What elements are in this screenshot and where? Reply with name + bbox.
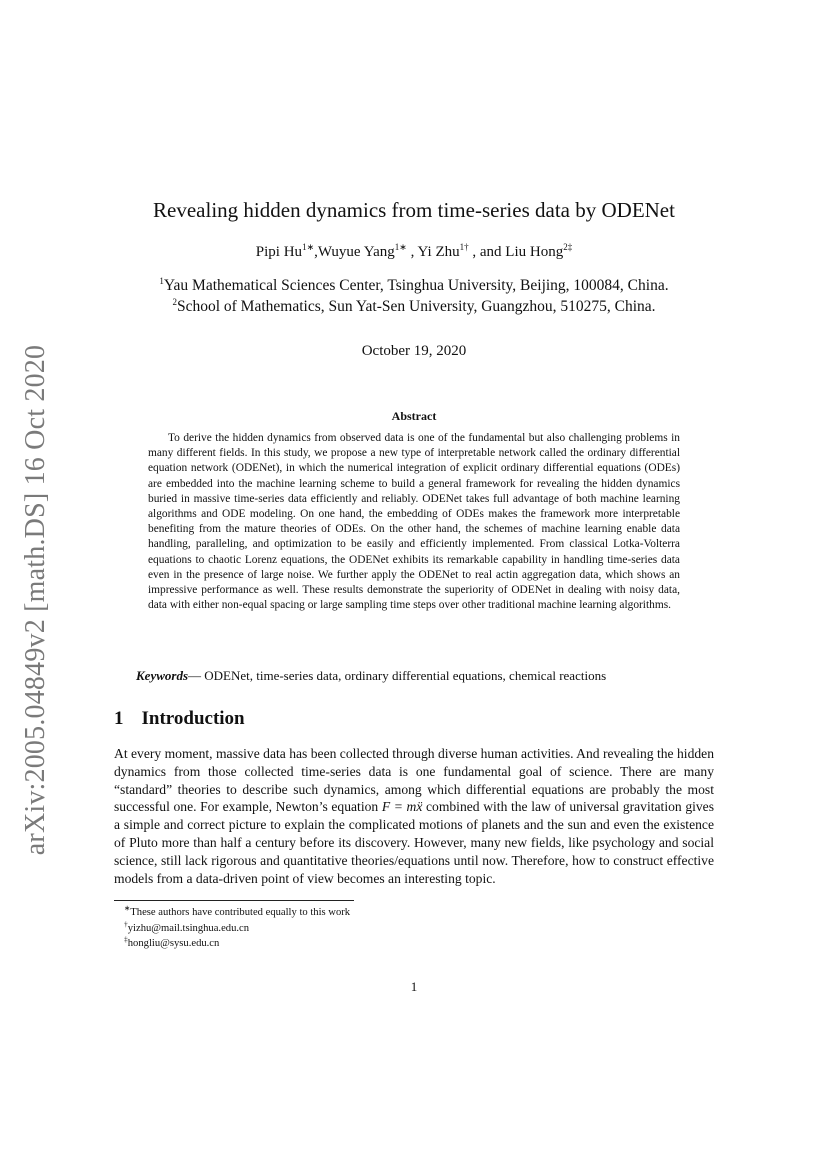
keywords-line [136,668,716,684]
affiliation-mark: 2 [172,296,177,307]
affiliation-2 [0,298,828,316]
footnote-text: These authors have contributed equally to this work [130,907,351,918]
intro-text-part2: combined with the law of universal gravitation gives a simple and correct picture to explain the complicated motions of planets and the sun and even the existence of Pluto more than half a century before its discovery. However, many new fields, like psychology and social science, still lack rigorous and quantitative theories/equations until now. Therefore, how to construct effective models from a data-driven point of view becomes an interesting topic. [114,799,715,886]
footnote-item [124,905,350,921]
intro-paragraph [114,745,714,887]
section-heading [114,708,245,730]
page-number: 1 [410,979,418,994]
newton-equation: F = mẍ [381,799,423,815]
footnote-item [124,918,350,937]
author-list: Pipi $Hu^{1∗},Wuyue$ Yang$^{1∗}$ , Yi Zhu$^{1\dagger}$ , and Liu Hong$^{2\ddagger}$ [255,242,573,260]
author-mark: 1∗ [302,242,315,252]
footnote-mark: ‡ [124,934,128,944]
author-mark: 1∗ [394,242,407,252]
section-number: 1 [114,708,124,729]
abstract-text: To derive the hidden dynamics from observed data is one of the fundamental but also challenging problems in many different fields. In this study, we propose a new type of interpretable network called the ordinary differential equation network (ODENet), in which the numerical integration of explicit ordinary differential equations (ODEs) are embedded into the machine learning scheme to build a general framework for revealing the hidden dynamics buried in massive time-series data efficiently and reliably. ODENet takes full advantage of both machine learning algorithms and ODE modeling. On one hand, the embedding of ODEs makes the framework more interpretable benefiting from the mature theories of ODEs. On the other hand, the schemes of machine learning enable data handling, paralleling, and optimization to be easily and efficiently implemented. From classical Lotka-Volterra equations to chaotic Lorenz equations, the ODENet exhibits its remarkable capability in handling time-series data even in the presence of large noise. We further apply the ODENet to real actin aggregation data, which shows an impressive performance as well. These results demonstrate the superiority of ODENet in dealing with noisy data, data with either non-equal spacing or large sampling time steps over other traditional machine learning algorithms. [148,432,680,612]
author-name: Yi Zhu [417,244,460,260]
section-title: Introduction [141,708,245,729]
abstract-heading: Abstract [391,409,437,423]
paper-title: Revealing hidden dynamics from time-series data by ODENet [153,198,675,222]
arxiv-side-stamp: arXiv:2005.04849v2 [math.DS] 16 Oct 2020 [20,344,51,856]
author-mark: 2‡ [563,242,573,252]
paper-date: October 19, 2020 [361,343,467,359]
footnote-email: hongliu@sysu.edu.cn [127,938,220,949]
affiliation-mark: 1 [159,275,164,286]
footnote-divider [114,900,354,901]
affiliation-text: School of Mathematics, Sun Yat-Sen University, Guangzhou, 510275, China. [176,298,656,315]
author-mark: 1† [459,242,469,252]
keywords-text: — ODENet, time-series data, ordinary differential equations, chemical reactions [188,668,607,683]
author-name: Liu Hong [505,244,564,260]
footnotes [124,905,350,952]
affiliation-text: Yau Mathematical Sciences Center, Tsinghua University, Beijing, 100084, China. [163,277,669,294]
footnote-mark: ∗ [124,903,131,913]
author-name: Wuyue Yang [317,244,395,260]
footnote-email: yizhu@mail.tsinghua.edu.cn [127,922,250,934]
author-name: Pipi Hu [255,244,303,260]
author-connector: , and [472,244,502,260]
affiliation-1 [0,277,828,295]
intro-text-part1: At every moment, massive data has been collected through diverse human activities. And revealing the hidden dynamics from those collected time-series data is one fundamental goal of science. There are many “standard” theories to describe such dynamics, among which differential equations are probably the most successful one. For example, Newton’s equation [114,746,714,815]
footnote-mark: † [124,918,128,928]
footnote-item [124,936,350,952]
keywords-label: Keywords [136,668,188,683]
